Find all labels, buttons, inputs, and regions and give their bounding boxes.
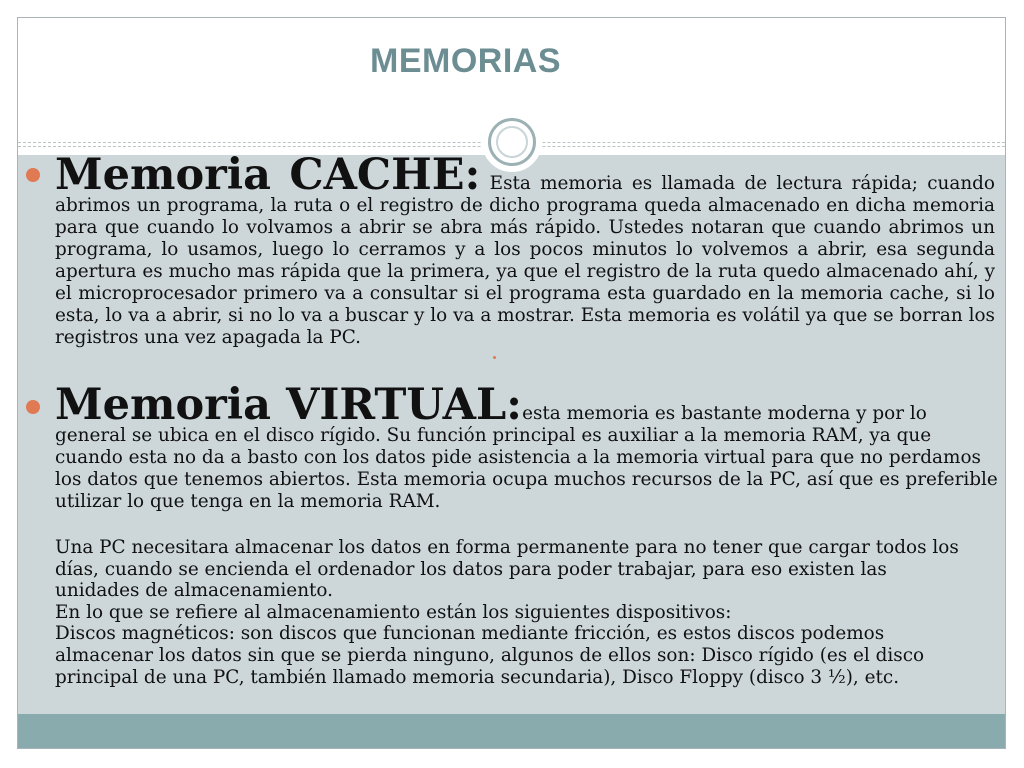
storage-line: días, cuando se encienda el ordenador los datos para poder trabajar, para eso existen las — [55, 558, 887, 580]
bullet-cache-text: Esta memoria es llamada de lectura rápida; cuando abrimos un programa, la ruta o el registro de dicho programa queda almacenado en dicha memoria para que cuando lo volvamos a abrir se abra más rápido. Ustedes notaran que cuando abrimos un programa, lo usamos, luego lo cerramos y a los pocos minutos lo volvemos a abrir, esa segunda apertura es mucho mas rápida que la primera, ya que el registro de la ruta quedo almacenado ahí, y el microprocesador primero va a consultar si el programa esta guardado en la memoria cache, si lo esta, lo va a abrir, si no lo va a buscar y lo va a mostrar. Esta memoria es volátil ya que se borran los registros una vez apagada la PC. — [55, 173, 996, 348]
bullet-cache-heading: Memoria CACHE: — [55, 150, 481, 200]
bullet-icon — [26, 168, 40, 182]
bullet-virtual — [55, 380, 1000, 513]
bullet-virtual-heading: Memoria VIRTUAL: — [55, 380, 523, 430]
stray-dot — [493, 356, 496, 359]
storage-line: Discos magnéticos: son discos que funcionan mediante fricción, es estos discos podemos — [55, 623, 885, 645]
bottom-band — [18, 714, 1005, 748]
slide — [17, 17, 1006, 749]
storage-line: Una PC necesitara almacenar los datos en forma permanente para no tener que cargar todos los — [55, 537, 959, 558]
storage-line: En lo que se refiere al almacenamiento están los siguientes dispositivos: — [55, 601, 732, 623]
storage-paragraph — [55, 537, 1005, 688]
ring-ornament-inner — [496, 126, 528, 158]
storage-line: almacenar los datos sin que se pierda ninguno, algunos de ellos son: Disco rígido (es el disco — [55, 644, 925, 666]
storage-line: principal de una PC, también llamado memoria secundaria), Disco Floppy (disco 3 ½), etc. — [55, 666, 900, 688]
storage-line: unidades de almacenamiento. — [55, 580, 334, 602]
slide-title: MEMORIAS — [370, 42, 561, 80]
bullet-virtual-text: esta memoria es bastante moderna y por lo general se ubica en el disco rígido. Su función principal es auxiliar a la memoria RAM, ya que cuando esta no da a basto con los datos pide asistencia a la memoria virtual para que no perdamos los datos que tenemos abiertos. Esta memoria ocupa muchos recursos de la PC, así que es preferible utilizar lo que tenga en la memoria RAM. — [55, 403, 998, 512]
bullet-icon — [26, 400, 40, 414]
bullet-cache — [55, 150, 996, 349]
